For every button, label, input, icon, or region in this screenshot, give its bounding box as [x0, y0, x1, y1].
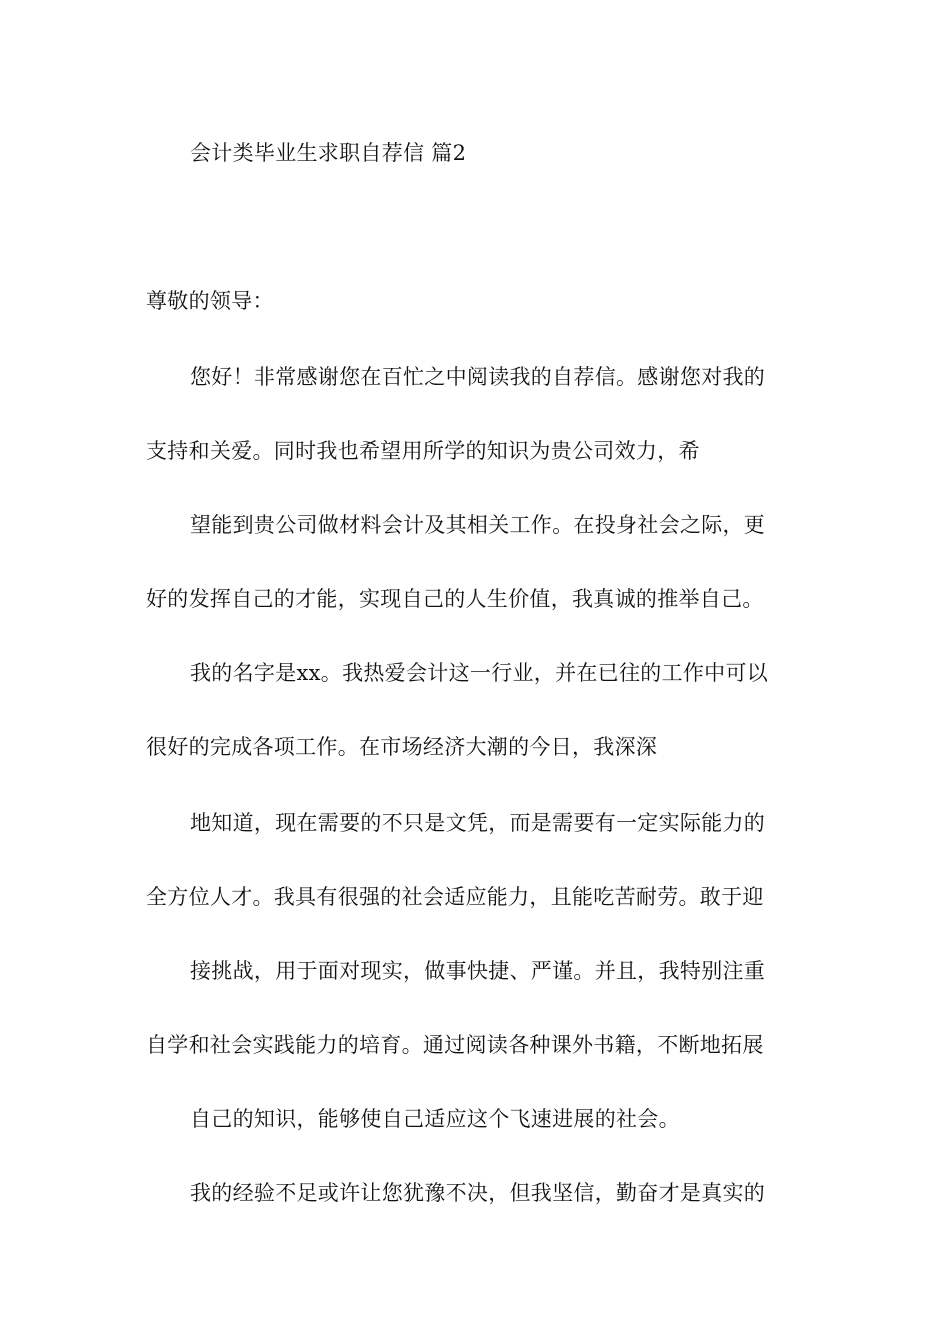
text-line: 您好！非常感谢您在百忙之中阅读我的自荐信。感谢您对我的	[190, 365, 766, 389]
salutation: 尊敬的领导：	[146, 289, 274, 313]
text-line: 自学和社会实践能力的培育。通过阅读各种课外书籍，不断地拓展	[146, 1033, 764, 1057]
document-title: 会计类毕业生求职自荐信 篇2	[190, 141, 467, 165]
text-line: 很好的完成各项工作。在市场经济大潮的今日，我深深	[146, 735, 658, 759]
text-line: 我的名字是xx。我热爱会计这一行业，并在已往的工作中可以	[190, 661, 769, 685]
text-line: 我的经验不足或许让您犹豫不决，但我坚信，勤奋才是真实的	[190, 1181, 766, 1205]
text-line: 自己的知识，能够使自己适应这个飞速进展的社会。	[190, 1107, 680, 1131]
text-line: 支持和关爱。同时我也希望用所学的知识为贵公司效力，希	[146, 439, 700, 463]
text-line: 望能到贵公司做材料会计及其相关工作。在投身社会之际，更	[190, 513, 766, 537]
text-line: 全方位人才。我具有很强的社会适应能力，且能吃苦耐劳。敢于迎	[146, 885, 764, 909]
text-line: 地知道，现在需要的不只是文凭，而是需要有一定实际能力的	[190, 811, 766, 835]
text-line: 接挑战，用于面对现实，做事快捷、严谨。并且，我特别注重	[190, 959, 766, 983]
text-line: 好的发挥自己的才能，实现自己的人生价值，我真诚的推举自己。	[146, 587, 764, 611]
